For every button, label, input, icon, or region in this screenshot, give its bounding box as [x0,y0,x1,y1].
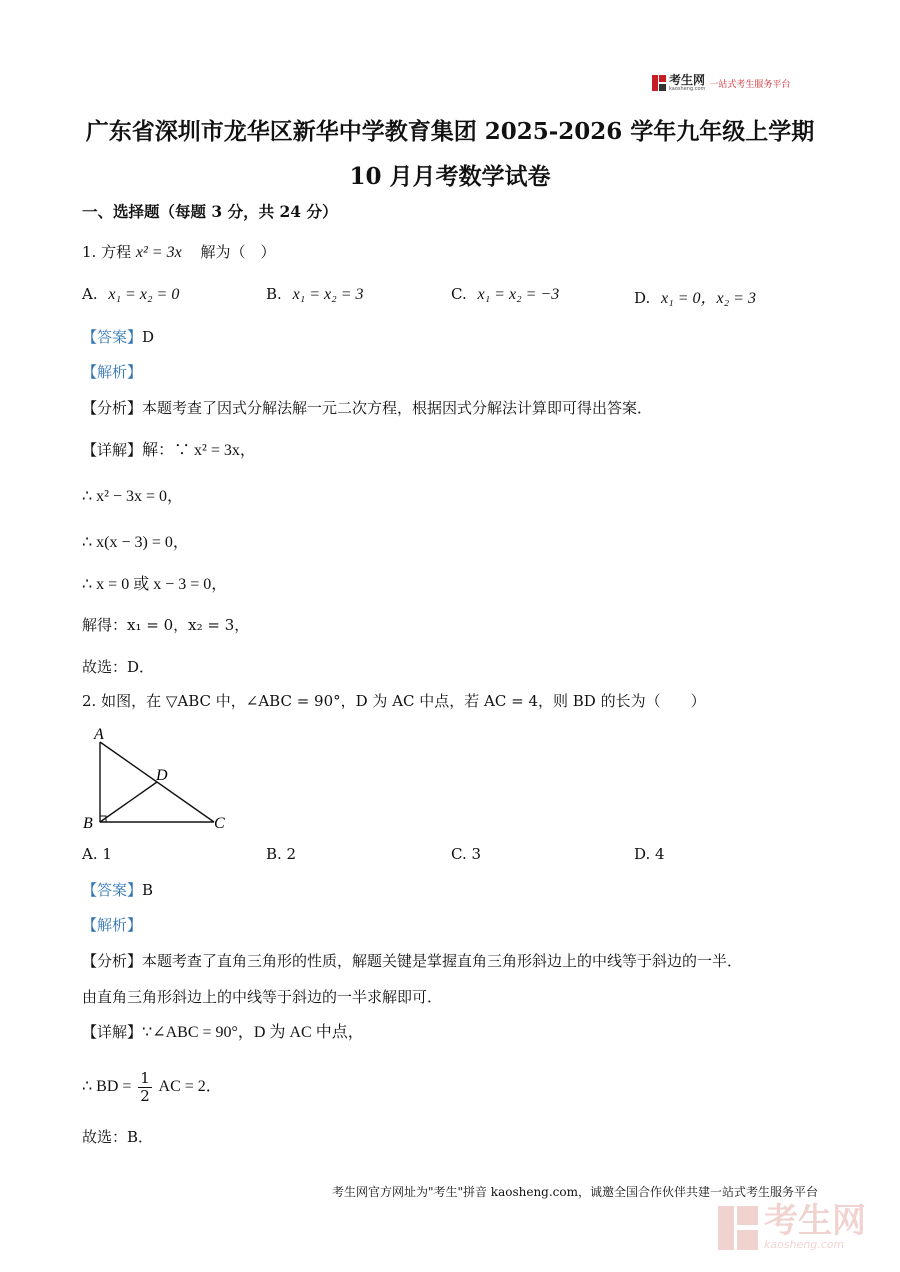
q1-choose: 故选：D． [82,658,155,676]
label-d: D [156,767,168,784]
q1-stem-pre: 1. 方程 [82,243,132,261]
q2-stem: 2. 如图，在 ▽ABC 中，∠ABC = 90°，D 为 AC 中点，若 AC = 4，则 BD 的长为（ ） [82,692,706,710]
q1-fenxi-tag: 【分析】 [82,399,143,417]
q2-option-b: B. 2 [266,845,297,863]
q1-stem-equation: x² = 3x [135,244,182,261]
q2-step-pre: ∴ BD = [82,1078,132,1095]
q1-stem-post: 解为（ ） [200,243,276,261]
label-c: C [214,815,225,832]
q1-step-4: ∴ x = 0 或 x − 3 = 0， [82,576,228,593]
q1-option-d-math: x₁ = 0，x₂ = 3 [661,290,756,307]
label-b: B [83,815,93,832]
q1-option-b-label: B. [266,285,282,303]
q1-step-2: ∴ x² − 3x = 0， [82,488,184,505]
q2-analysis-tag: 【解析】 [82,916,143,934]
q2-xiangjie [82,1022,364,1043]
q2-fenxi [82,951,742,971]
q2-option-d: D. 4 [634,845,665,863]
watermark-sub: kaosheng.com [764,1238,845,1251]
kaosheng-logo-icon [652,75,666,91]
q2-answer-tag: 【答案】 [82,881,143,899]
fraction-denominator: 2 [140,1086,150,1105]
q1-option-c-math: x₁ = x₂ = −3 [477,286,560,303]
segment-bd [100,782,157,822]
q1-xiangjie [82,440,256,461]
q2-option-a: A. 1 [82,845,112,863]
q2-choose: 故选：B． [82,1128,154,1146]
q1-option-d [634,285,756,308]
q1-option-a-label: A. [82,285,98,303]
q1-option-a-math: x₁ = x₂ = 0 [108,286,180,303]
q2-xiangjie-tag: 【详解】 [82,1023,143,1041]
q2-step-fraction [138,1070,152,1105]
q1-option-a [82,285,179,304]
q1-option-b [266,285,364,304]
q2-fenxi-tag: 【分析】 [82,952,143,970]
watermark-logo-icon [718,1206,758,1250]
q2-option-c: C. 3 [451,845,482,863]
q1-fenxi [82,398,652,418]
q1-option-c [451,285,559,304]
q1-answer-value: D [142,328,155,346]
q2-step [82,1064,222,1108]
q2-step-post: AC = 2． [158,1078,222,1095]
q2-answer [82,880,153,900]
fraction-numerator: 1 [140,1068,150,1087]
logo-name: 考生网 [669,73,706,87]
page-title-line1: 广东省深圳市龙华区新华中学教育集团 2025-2026 学年九年级上学期 [85,118,815,145]
q1-stem [82,242,275,263]
kaosheng-logo [652,72,790,94]
q1-answer-tag: 【答案】 [82,328,143,346]
label-a: A [94,726,104,743]
q1-option-d-label: D. [634,289,651,307]
q2-triangle-figure [80,722,240,834]
q1-step-5: 解得：x₁ = 0，x₂ = 3， [82,616,250,634]
q2-fenxi-2: 由直角三角形斜边上的中线等于斜边的一半求解即可． [82,988,443,1006]
logo-sub: kaosheng.com [669,86,706,92]
section-heading: 一、选择题（每题 3 分，共 24 分） [82,202,338,221]
q1-step-3: ∴ x(x − 3) = 0， [82,534,189,551]
page-title-line2: 10 月月考数学试卷 [349,163,551,190]
logo-slogan: 一站式考生服务平台 [709,79,791,90]
watermark-text: 考生网 [764,1201,866,1241]
footer-note: 考生网官方网址为"考生"拼音 kaosheng.com，诚邀全国合作伙伴共建一站式考生服务平台 [331,1185,818,1199]
q2-answer-value: B [142,881,154,899]
q1-answer [82,327,154,347]
q1-fenxi-text: 本题考查了因式分解法解一元二次方程，根据因式分解法计算即可得出答案． [142,399,653,417]
q1-analysis-tag: 【解析】 [82,363,143,381]
watermark [718,1201,866,1251]
q1-option-b-math: x₁ = x₂ = 3 [292,286,364,303]
q1-xiangjie-tag: 【详解】 [82,441,143,459]
q2-xiangjie-text: ∵∠ABC = 90°，D 为 AC 中点， [142,1024,364,1041]
q1-step-1: 解：∵ x² = 3x， [142,442,256,459]
q1-option-c-label: C. [451,285,467,303]
q2-fenxi-text: 本题考查了直角三角形的性质，解题关键是掌握直角三角形斜边上的中线等于斜边的一半． [142,952,743,970]
